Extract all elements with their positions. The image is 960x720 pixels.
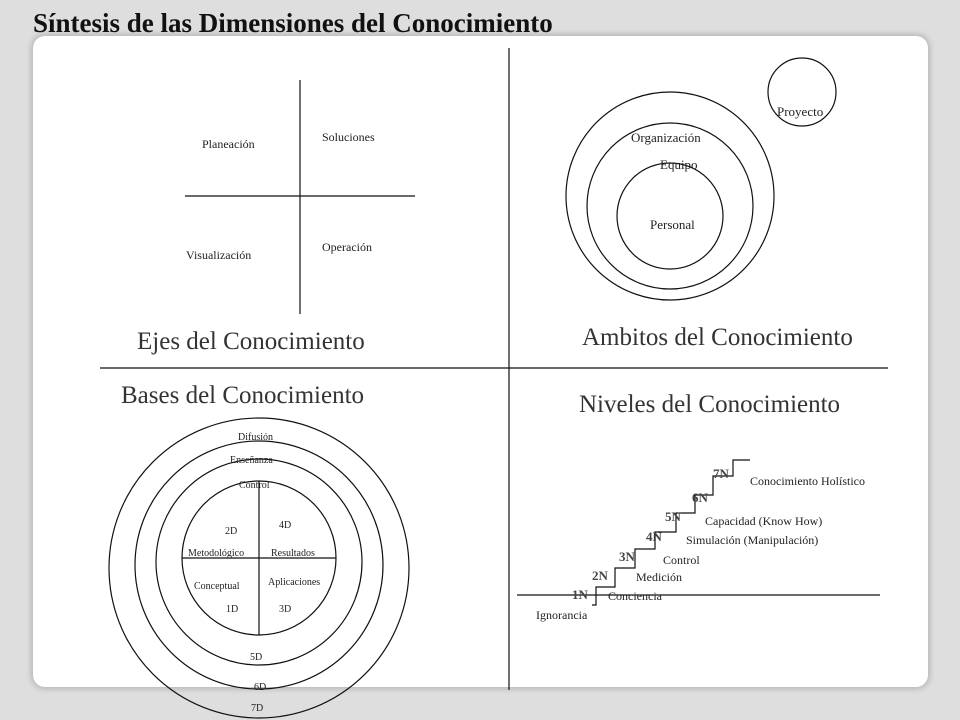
label-metodologico: Metodológico [188, 548, 245, 559]
label-soluciones: Soluciones [322, 130, 375, 144]
label-ensenanza: Enseñanza [230, 455, 273, 466]
label-7d: 7D [251, 703, 264, 714]
label-visualizacion: Visualización [186, 248, 252, 262]
ejes-quadrant [137, 80, 415, 355]
label-1d: 1D [226, 604, 239, 615]
heading-bases: Bases del Conocimiento [121, 382, 365, 409]
label-4d: 4D [279, 520, 292, 531]
step-3n: 3N [619, 549, 635, 564]
page-title: Síntesis de las Dimensiones del Conocimiento [33, 8, 553, 38]
step-4n: 4N [646, 529, 662, 544]
label-control-nivel: Control [663, 553, 700, 567]
label-resultados: Resultados [271, 548, 315, 559]
label-medicion: Medición [636, 570, 682, 584]
bases-quadrant [109, 382, 409, 718]
niveles-quadrant [517, 391, 880, 622]
step-2n: 2N [592, 568, 608, 583]
label-equipo: Equipo [660, 157, 698, 172]
label-ignorancia: Ignorancia [536, 608, 588, 622]
heading-ambitos: Ambitos del Conocimiento [582, 324, 853, 351]
label-planeacion: Planeación [202, 137, 255, 151]
label-difusion: Difusión [238, 432, 273, 443]
label-proyecto: Proyecto [777, 104, 824, 119]
label-capacidad: Capacidad (Know How) [705, 514, 823, 528]
label-2d: 2D [225, 526, 238, 537]
heading-niveles: Niveles del Conocimiento [579, 391, 841, 418]
step-7n: 7N [713, 466, 729, 481]
label-operacion: Operación [322, 240, 372, 254]
step-5n: 5N [665, 509, 681, 524]
label-6d: 6D [254, 682, 267, 693]
step-6n: 6N [692, 490, 708, 505]
label-personal: Personal [650, 217, 695, 232]
circle-personal [617, 163, 723, 269]
label-conceptual: Conceptual [194, 581, 240, 592]
circle-equipo [587, 123, 753, 289]
heading-ejes: Ejes del Conocimiento [137, 328, 365, 355]
label-holistico: Conocimiento Holístico [750, 474, 865, 488]
label-aplicaciones: Aplicaciones [268, 577, 321, 588]
label-simulacion: Simulación (Manipulación) [686, 533, 819, 547]
label-organizacion: Organización [631, 130, 701, 145]
label-control: Control [239, 480, 270, 491]
label-5d: 5D [250, 652, 263, 663]
ambitos-quadrant [566, 58, 853, 351]
step-1n: 1N [572, 587, 588, 602]
label-3d: 3D [279, 604, 292, 615]
label-conciencia: Conciencia [608, 589, 662, 603]
